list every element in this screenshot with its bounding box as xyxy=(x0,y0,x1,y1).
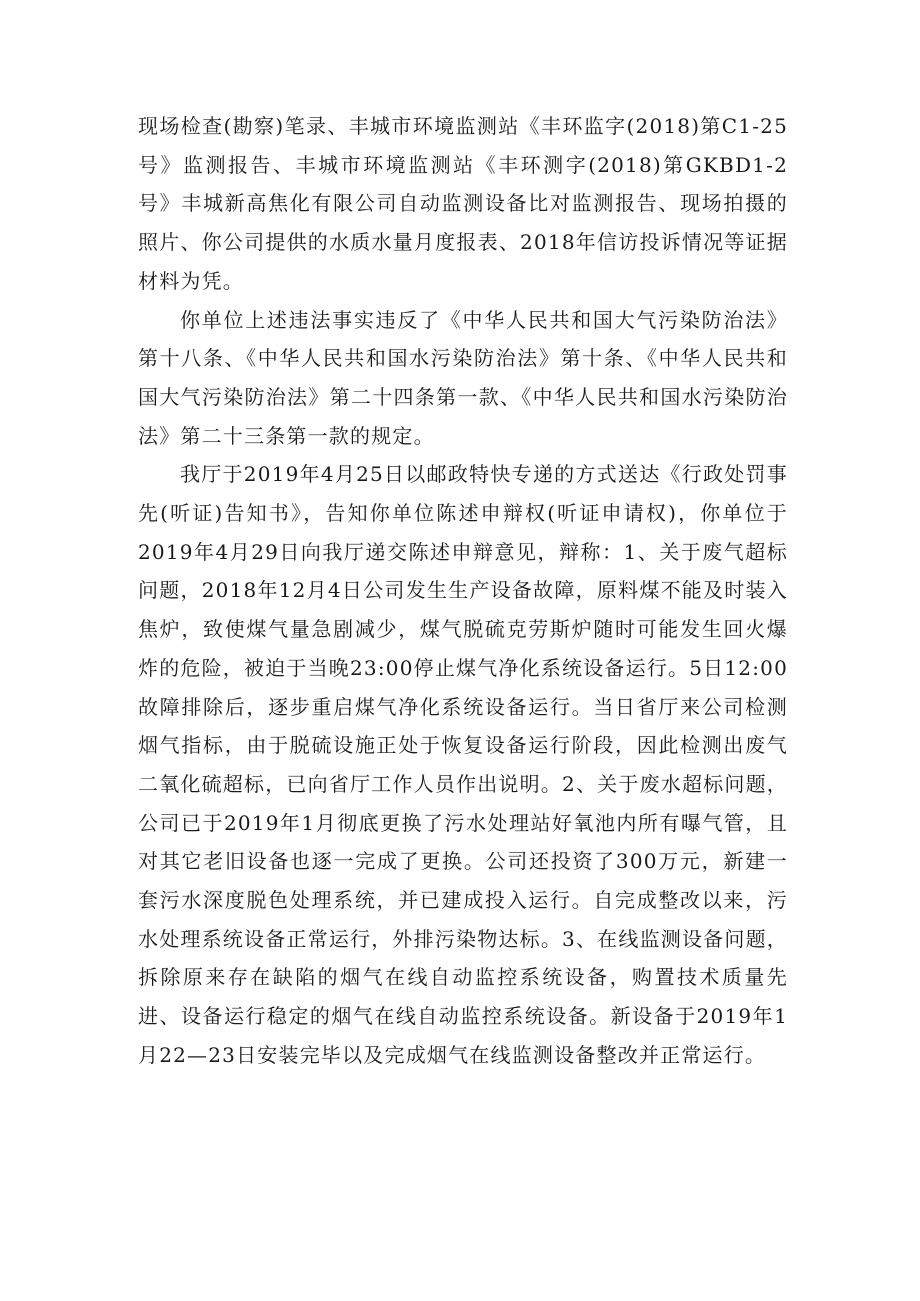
paragraph-defense: 我厅于2019年4月25日以邮政特快专递的方式送达《行政处罚事先(听证)告知书》，告知你单位陈述申辩权(听证申请权)，你单位于2019年4月29日向我厅递交陈述申辩意见，辩称：1、关于废气超标问题，2018年12月4日公司发生生产设备故障，原料煤不能及时装入焦炉，致使煤气量急剧减少，煤气脱硫克劳斯炉随时可能发生回火爆炸的危险，被迫于当晚23:00停止煤气净化系统设备运行。5日12:00故障排除后，逐步重启煤气净化系统设备运行。当日省厅来公司检测烟气指标，由于脱硫设施正处于恢复设备运行阶段，因此检测出废气二氧化硫超标，已向省厅工作人员作出说明。2、关于废水超标问题，公司已于2019年1月彻底更换了污水处理站好氧池内所有曝气管，且对其它老旧设备也逐一完成了更换。公司还投资了300万元，新建一套污水深度脱色处理系统，并已建成投入运行。自完成整改以来，污水处理系统设备正常运行，外排污染物达标。3、在线监测设备问题，拆除原来存在缺陷的烟气在线自动监控系统设备，购置技术质量先进、设备运行稳定的烟气在线自动监控系统设备。新设备于2019年1月22—23日安装完毕以及完成烟气在线监测设备整改并正常运行。 xyxy=(138,462,788,1067)
document-body xyxy=(138,107,788,1075)
paragraph-evidence: 现场检查(勘察)笔录、丰城市环境监测站《丰环监字(2018)第C1-25号》监测报告、丰城市环境监测站《丰环测字(2018)第GKBD1-2号》丰城新高焦化有限公司自动监测设备比对监测报告、现场拍摄的照片、你公司提供的水质水量月度报表、2018年信访投诉情况等证据材料为凭。 xyxy=(138,114,788,293)
paragraph-violation: 你单位上述违法事实违反了《中华人民共和国大气污染防治法》第十八条、《中华人民共和国水污染防治法》第十条、《中华人民共和国大气污染防治法》第二十四条第一款、《中华人民共和国水污染防治法》第二十三条第一款的规定。 xyxy=(138,307,788,448)
